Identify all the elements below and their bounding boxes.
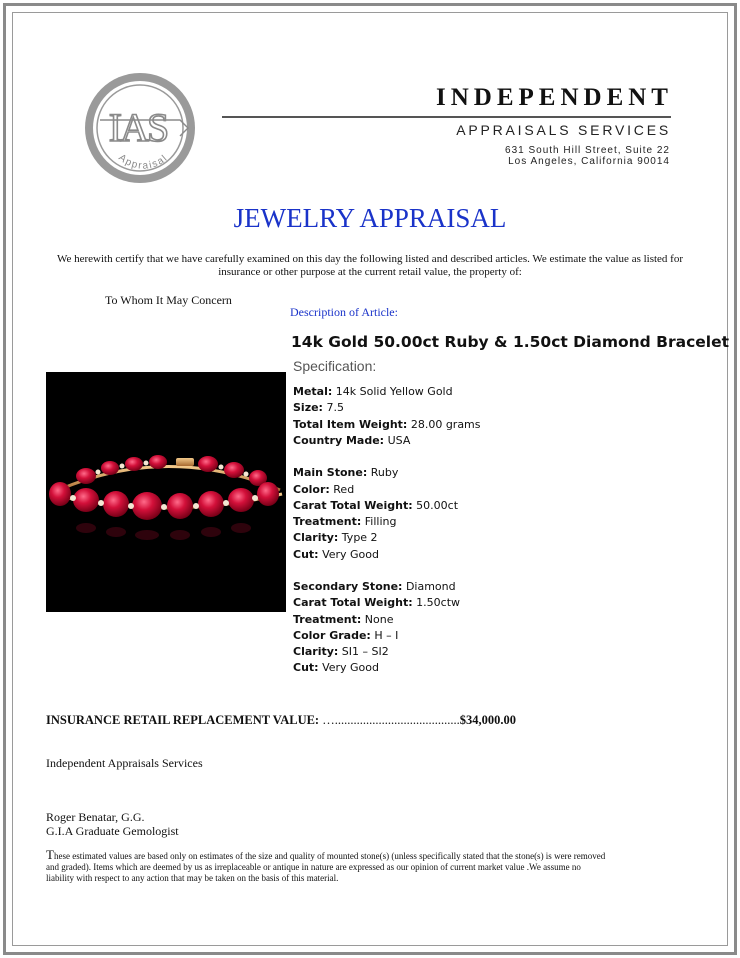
spec-main-clarity: [293, 530, 481, 546]
spec-main-carat-label: Carat Total Weight:: [293, 498, 413, 512]
spec-sec-cut: [293, 660, 481, 676]
spec-size-value: 7.5: [326, 401, 344, 415]
insurance-value-label: INSURANCE RETAIL REPLACEMENT VALUE:: [46, 713, 320, 727]
specifications-list: [293, 384, 481, 677]
spec-sec-clarity-value: SI1 – SI2: [341, 645, 389, 658]
spec-sec-color-grade-value: H – I: [374, 628, 399, 642]
spec-main-treatment-value: Filling: [364, 515, 397, 528]
spec-sec-clarity: [293, 644, 481, 660]
spec-main-carat-value: 50.00ct: [416, 498, 459, 512]
address-line-2-text: Los Angeles, California 90014: [508, 156, 670, 167]
spec-sec-color-grade: [293, 628, 481, 644]
item-title: 14k Gold 50.00ct Ruby & 1.50ct Diamond Bracelet: [291, 333, 730, 351]
spec-main-carat: [293, 498, 481, 514]
spec-sec-carat: [293, 595, 481, 611]
address-line-1-text: 631 South Hill Street, Suite 22: [505, 145, 670, 156]
owner-text: To Whom It May Concern: [105, 293, 232, 307]
spec-main-cut-label: Cut:: [293, 547, 319, 561]
disclaimer-body: hese estimated values are based only on estimates of the size and quality of mounted stone(s) (unless specifically stated that the stone(s) is were removed and graded). Items which are deemed by us as irreplaceable or antique in nature are expressed as our opinion of current market value .We assume no liability with respect to any action that may be taken on the basis of this material.: [46, 851, 606, 883]
spec-main-color: [293, 482, 481, 498]
spec-main-stone-label: Main Stone:: [293, 466, 368, 480]
spec-sec-cut-value: Very Good: [322, 661, 379, 675]
description-label: Description of Article:: [290, 305, 398, 319]
spec-metal-label: Metal:: [293, 385, 333, 398]
spec-sec-treatment-label: Treatment:: [293, 612, 362, 626]
ias-logo-icon: [80, 68, 200, 188]
logo-letters: IAS: [108, 105, 168, 150]
signer-title: G.I.A Graduate Gemologist: [46, 824, 179, 838]
bracelet-photo: [46, 372, 286, 612]
bracelet-icon: [46, 372, 286, 612]
spec-sec-carat-label: Carat Total Weight:: [293, 596, 413, 610]
spec-sec-cut-label: Cut:: [293, 661, 319, 675]
footer-company: Independent Appraisals Services: [46, 756, 203, 770]
address-line-2: [370, 156, 670, 167]
spec-main-stone-value: Ruby: [370, 466, 399, 480]
spec-metal: [293, 384, 481, 400]
company-name: INDEPENDENT: [436, 84, 673, 111]
spec-spacer: [293, 563, 481, 579]
header-rule: [222, 116, 671, 118]
address-line-1: [370, 145, 670, 156]
spec-sec-treatment: [293, 612, 481, 628]
document-title: JEWELRY APPRAISAL: [233, 203, 507, 233]
spec-sec-carat-value: 1.50ctw: [416, 596, 461, 610]
spec-total-weight-label: Total Item Weight:: [293, 417, 408, 431]
company-subtitle: APPRAISALS SERVICES: [456, 122, 671, 138]
spec-sec-stone-value: Diamond: [405, 580, 456, 593]
spec-main-clarity-label: Clarity:: [293, 531, 339, 545]
spec-metal-value: 14k Solid Yellow Gold: [335, 385, 453, 398]
spec-main-cut-value: Very Good: [322, 547, 379, 561]
spec-size-label: Size:: [293, 401, 323, 415]
spec-country-label: Country Made:: [293, 433, 385, 447]
svg-text:Appraisal: Appraisal: [116, 152, 171, 172]
intro-text: We herewith certify that we have carefully examined on this day the following listed and described articles. We estimate the value as listed for insurance or other purpose at the current retail value, the property of:: [56, 253, 684, 278]
spec-total-weight: [293, 417, 481, 433]
insurance-value-dots: …........................................: [322, 713, 460, 727]
spec-main-color-label: Color:: [293, 482, 330, 496]
specification-label: Specification:: [293, 358, 377, 374]
spec-main-clarity-value: Type 2: [341, 531, 378, 545]
disclaimer-initial: T: [46, 847, 54, 862]
spec-sec-clarity-label: Clarity:: [293, 645, 339, 658]
spec-country-value: USA: [387, 433, 411, 447]
spec-main-color-value: Red: [333, 482, 355, 496]
spec-sec-stone-label: Secondary Stone:: [293, 580, 403, 593]
disclaimer-text: [46, 849, 606, 884]
insurance-value-line: [46, 713, 516, 728]
spec-sec-treatment-value: None: [364, 612, 394, 626]
spec-size: [293, 400, 481, 416]
spec-spacer: [293, 449, 481, 465]
insurance-value-amount: $34,000.00: [459, 713, 516, 727]
spec-main-treatment-label: Treatment:: [293, 515, 362, 528]
signer-name: Roger Benatar, G.G.: [46, 810, 145, 824]
spec-main-cut: [293, 547, 481, 563]
spec-main-stone: [293, 465, 481, 481]
spec-sec-color-grade-label: Color Grade:: [293, 628, 371, 642]
spec-total-weight-value: 28.00 grams: [410, 417, 481, 431]
spec-main-treatment: [293, 514, 481, 530]
spec-country: [293, 433, 481, 449]
spec-sec-stone: [293, 579, 481, 595]
